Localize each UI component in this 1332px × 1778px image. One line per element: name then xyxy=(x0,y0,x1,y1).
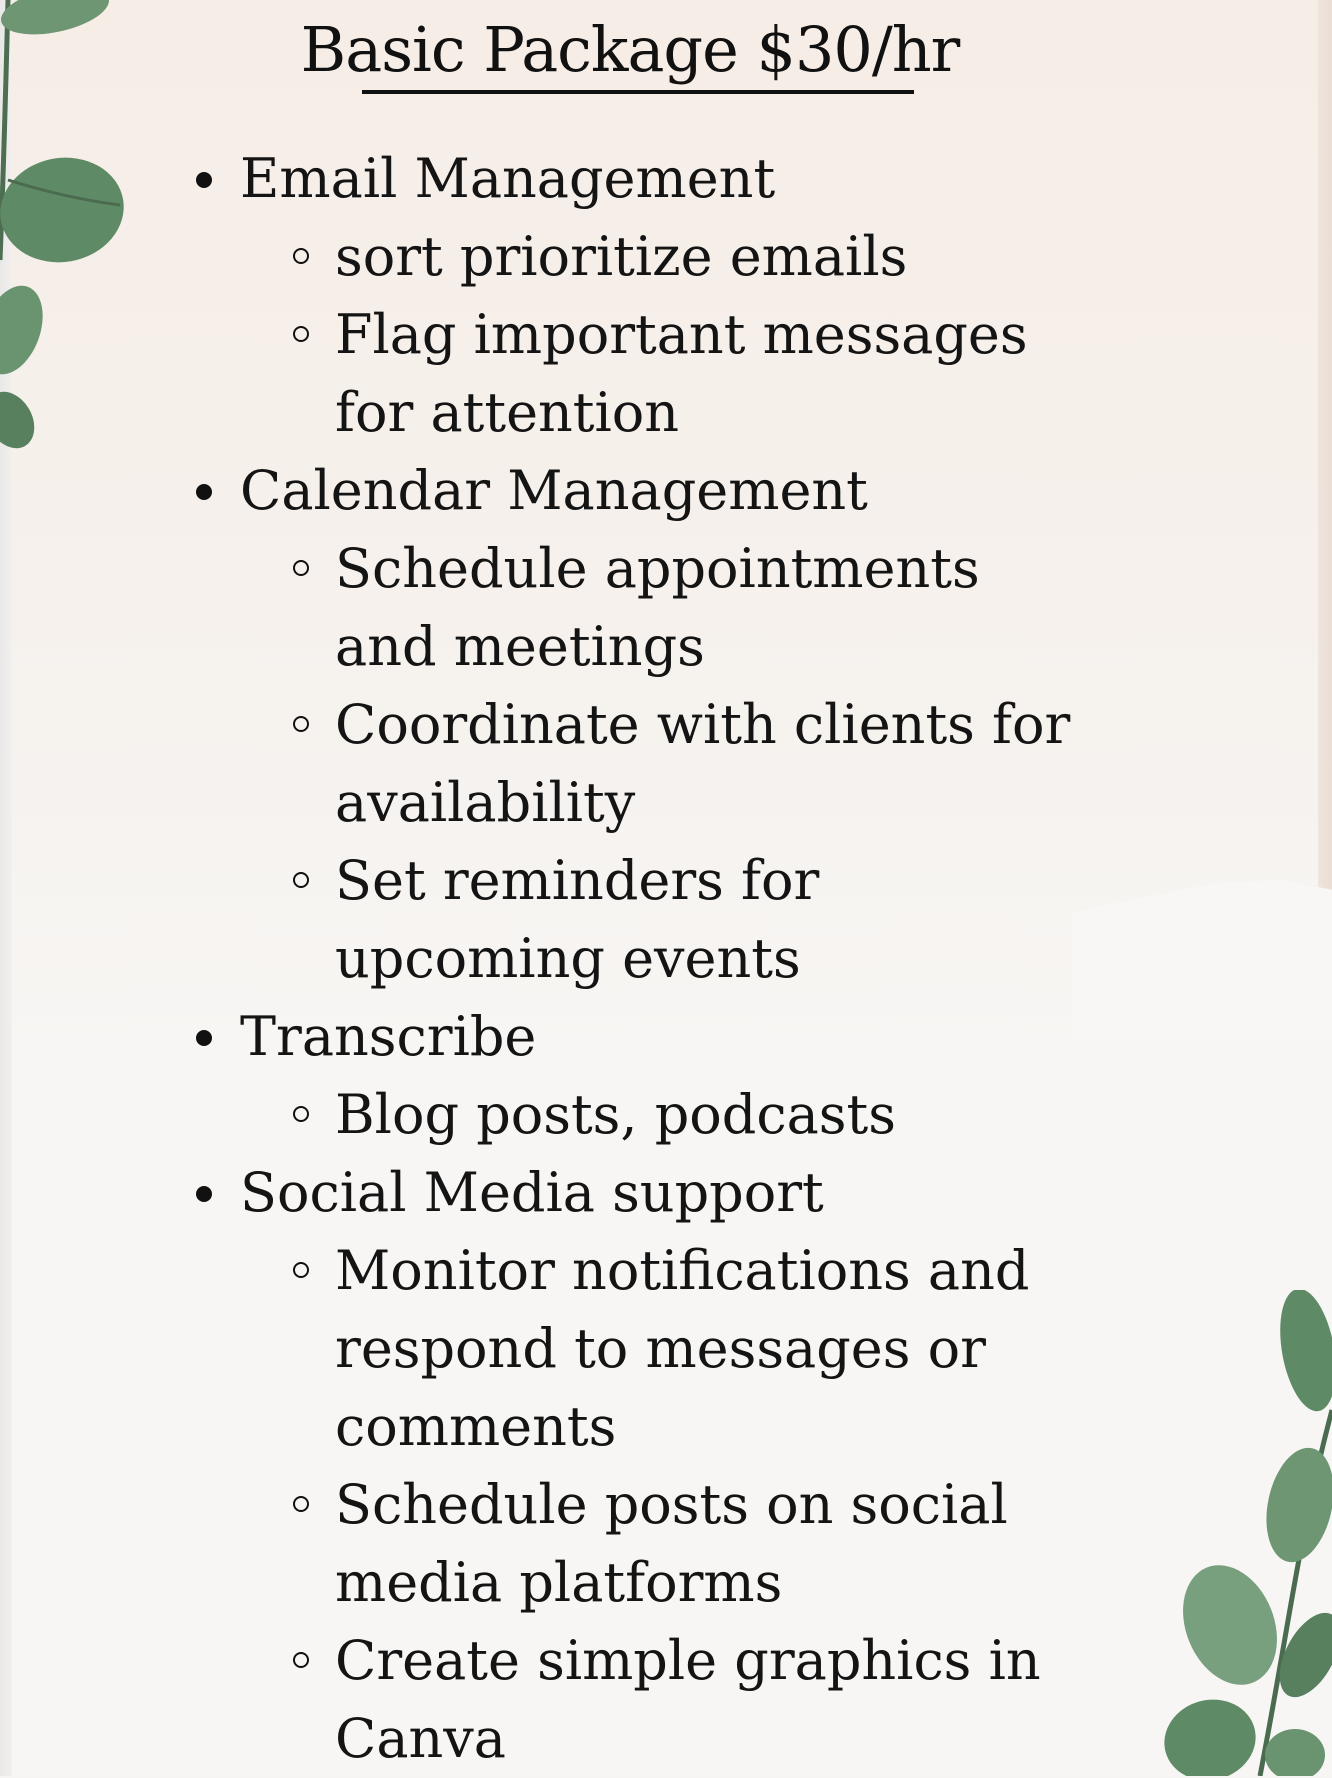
list-item xyxy=(335,218,1095,296)
bullet-circle-icon xyxy=(293,1262,309,1278)
list-item-text: Schedule appointments and meetings xyxy=(335,537,980,678)
paper-right-edge xyxy=(1318,0,1332,910)
bullet-disc-icon xyxy=(196,1030,212,1046)
bullet-disc-icon xyxy=(196,1186,212,1202)
bullet-circle-icon xyxy=(293,872,309,888)
bullet-circle-icon xyxy=(293,1496,309,1512)
list-item-text: Schedule posts on social media platforms xyxy=(335,1473,1008,1614)
section-transcribe xyxy=(0,998,1200,1154)
list-item-text: Monitor notifications and respond to messages or comments xyxy=(335,1239,1030,1458)
page-title: Basic Package $30/hr xyxy=(300,13,960,86)
list-item xyxy=(335,1076,1095,1154)
list-item xyxy=(335,530,1095,686)
section-label: Transcribe xyxy=(240,1005,537,1068)
list-item-text: Flag important messages for attention xyxy=(335,303,1028,444)
section-label: Social Media support xyxy=(240,1161,824,1224)
bullet-circle-icon xyxy=(293,1652,309,1668)
title-underline xyxy=(362,90,914,94)
list-item-text: Set reminders for upcoming events xyxy=(335,849,820,990)
bullet-circle-icon xyxy=(293,560,309,576)
bullet-circle-icon xyxy=(293,716,309,732)
list-item xyxy=(335,296,1095,452)
list-item xyxy=(335,1466,1095,1622)
list-item xyxy=(335,686,1095,842)
bullet-disc-icon xyxy=(196,484,212,500)
bullet-circle-icon xyxy=(293,248,309,264)
section-social-media-support xyxy=(0,1154,1200,1778)
list-item-text: Blog posts, podcasts xyxy=(335,1083,896,1146)
section-calendar-management xyxy=(0,452,1200,998)
section-email-management xyxy=(0,140,1200,452)
list-item-text: sort prioritize emails xyxy=(335,225,908,288)
list-item xyxy=(335,1232,1095,1466)
section-label: Calendar Management xyxy=(240,459,868,522)
list-item xyxy=(335,1622,1095,1778)
bullet-circle-icon xyxy=(293,326,309,342)
list-item xyxy=(335,842,1095,998)
list-item-text: Create simple graphics in Canva xyxy=(335,1629,1041,1770)
bullet-disc-icon xyxy=(196,172,212,188)
list-item-text: Coordinate with clients for availability xyxy=(335,693,1071,834)
services-list xyxy=(0,140,1200,1778)
section-label: Email Management xyxy=(240,147,776,210)
bullet-circle-icon xyxy=(293,1106,309,1122)
